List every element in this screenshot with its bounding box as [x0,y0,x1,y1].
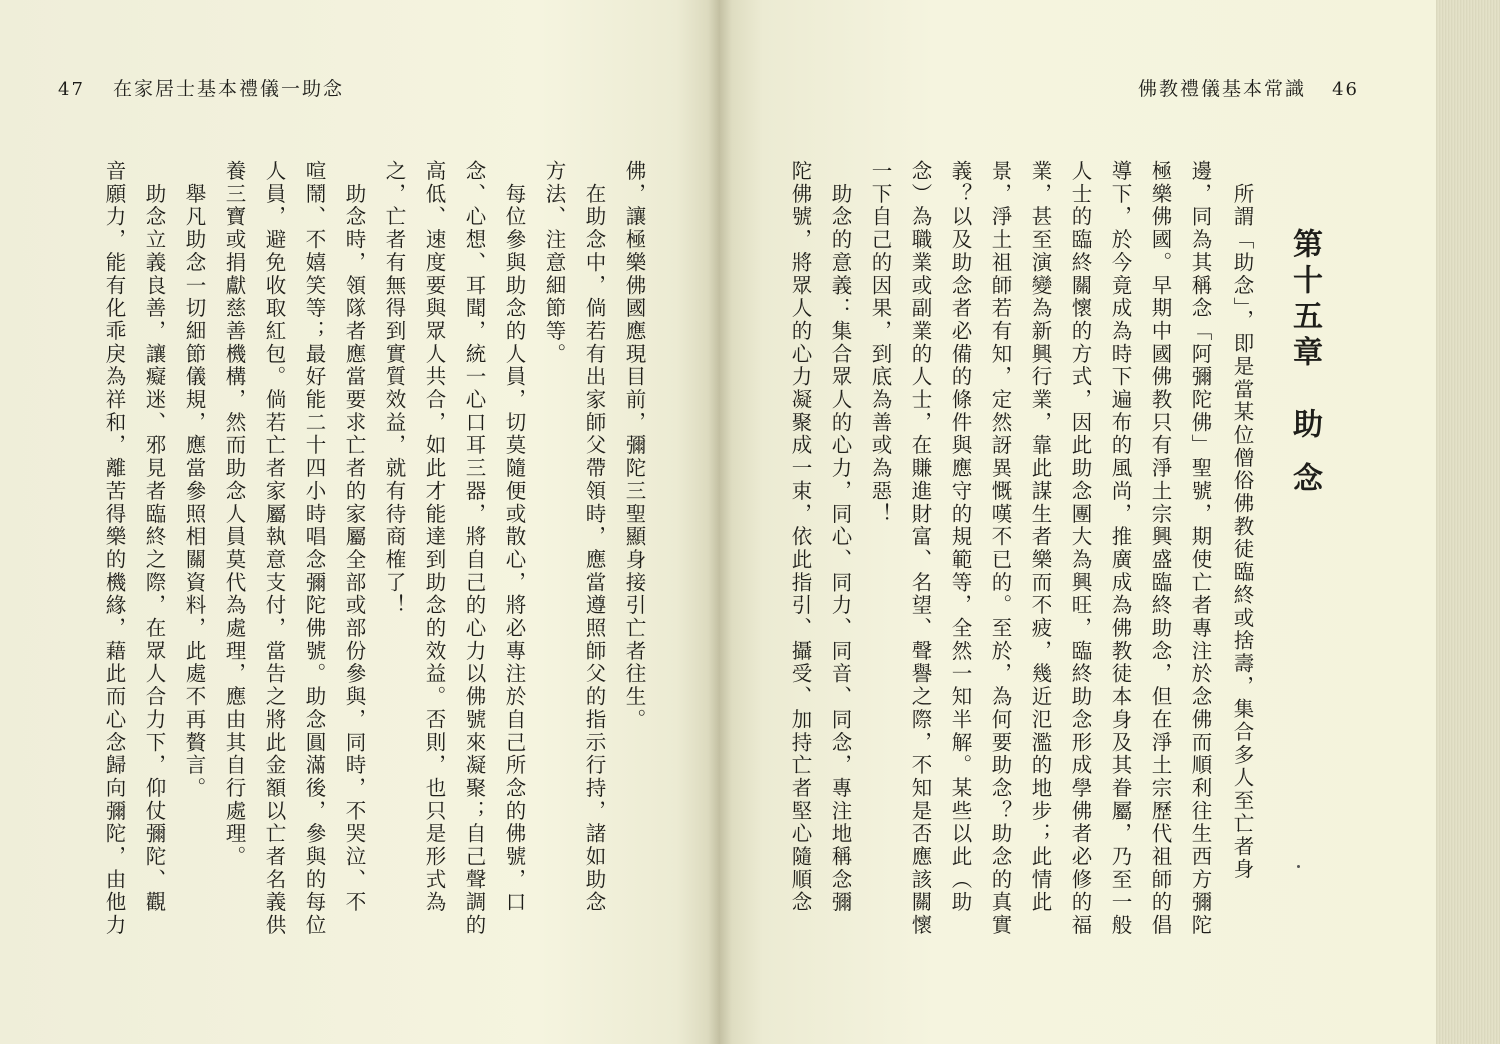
text-column: 之，亡者有無得到實質效益，就有待商榷了！ [382,160,406,617]
right-running-title: 佛教禮儀基本常識 [1138,78,1307,100]
page-fore-edge [1436,0,1500,1044]
text-column: 助念立義良善，讓癡迷、邪見者臨終之際，在眾人合力下，仰仗彌陀、觀 [142,160,166,915]
text-column: 助念時，領隊者應當要求亡者的家屬全部或部份參與，同時，不哭泣、不 [342,160,366,915]
book-gutter [708,0,732,1044]
text-column: 人員，避免收取紅包。倘若亡者家屬執意支付，當告之將此金額以亡者名義供 [262,160,286,937]
chapter-title [1282,228,1326,516]
text-column: 極樂佛國。早期中國佛教只有淨土宗興盛臨終助念，但在淨土宗歷代祖師的倡 [1148,160,1172,937]
left-running-head [58,74,344,101]
text-column: 高低、速度要與眾人共合，如此才能達到助念的效益。否則，也只是形式為 [422,160,446,915]
text-column: 業，甚至演變為新興行業，靠此謀生者樂而不疲，幾近氾濫的地步；此情此 [1028,160,1052,915]
text-column: 陀佛號，將眾人的心力凝聚成一束，依此指引、攝受、加持亡者堅心隨順念 [788,160,812,915]
text-column: 在助念中，倘若有出家師父帶領時，應當遵照師父的指示行持，諸如助念 [582,160,606,915]
right-running-head [1138,74,1359,101]
right-page-number: 46 [1332,79,1359,100]
text-column: 每位參與助念的人員，切莫隨便或散心，將必專注於自己所念的佛號，口 [502,160,526,915]
text-column: 舉凡助念一切細節儀規，應當參照相關資料，此處不再贅言。 [182,160,206,800]
text-column: 人士的臨終關懷的方式，因此助念團大為興旺，臨終助念形成學佛者必修的福 [1068,160,1092,937]
text-column: 念、心想、耳聞，統一心口耳三器，將自己的心力以佛號來凝聚；自己聲調的 [462,160,486,937]
chapter-number: 第十五章 [1287,228,1322,372]
text-column: 方法、注意細節等。 [542,160,566,366]
left-page-number: 47 [58,79,85,100]
left-running-title: 在家居士基本禮儀一助念 [112,78,344,100]
text-column: 所謂「助念」，即是當某位僧俗佛教徒臨終或捨壽，集合多人至亡者身 [1230,160,1254,881]
text-column: 景，淨土祖師若有知，定然訝異慨嘆不已的。至於，為何要助念？助念的真實 [988,160,1012,937]
text-column: 助念的意義：集合眾人的心力，同心、同力、同音、同念，專注地稱念彌 [828,160,852,915]
text-column: 佛，讓極樂佛國應現目前，彌陀三聖顯身接引亡者往生。 [622,160,646,732]
page-speck [1297,865,1300,868]
text-column: 音願力，能有化乖戾為祥和，離苦得樂的機緣，藉此而心念歸向彌陀，由他力 [102,160,126,937]
text-column: 喧鬧、不嬉笑等；最好能二十四小時唱念彌陀佛號。助念圓滿後，參與的每位 [302,160,326,937]
text-column: 邊，同為其稱念「阿彌陀佛」聖號，期使亡者專注於念佛而順利往生西方彌陀 [1188,160,1212,937]
text-column: 念）為職業或副業的人士，在賺進財富、名望、聲譽之際，不知是否應該關懷 [908,160,932,937]
text-column: 一下自己的因果，到底為善或為惡！ [868,160,892,526]
text-column: 導下，於今竟成為時下遍布的風尚，推廣成為佛教徒本身及其眷屬，乃至一般 [1108,160,1132,937]
chapter-name: 助念 [1287,408,1322,516]
text-column: 義？以及助念者必備的條件與應守的規範等，全然一知半解。某些以此（助 [948,160,972,915]
text-column: 養三寶或捐獻慈善機構，然而助念人員莫代為處理，應由其自行處理。 [222,160,246,869]
